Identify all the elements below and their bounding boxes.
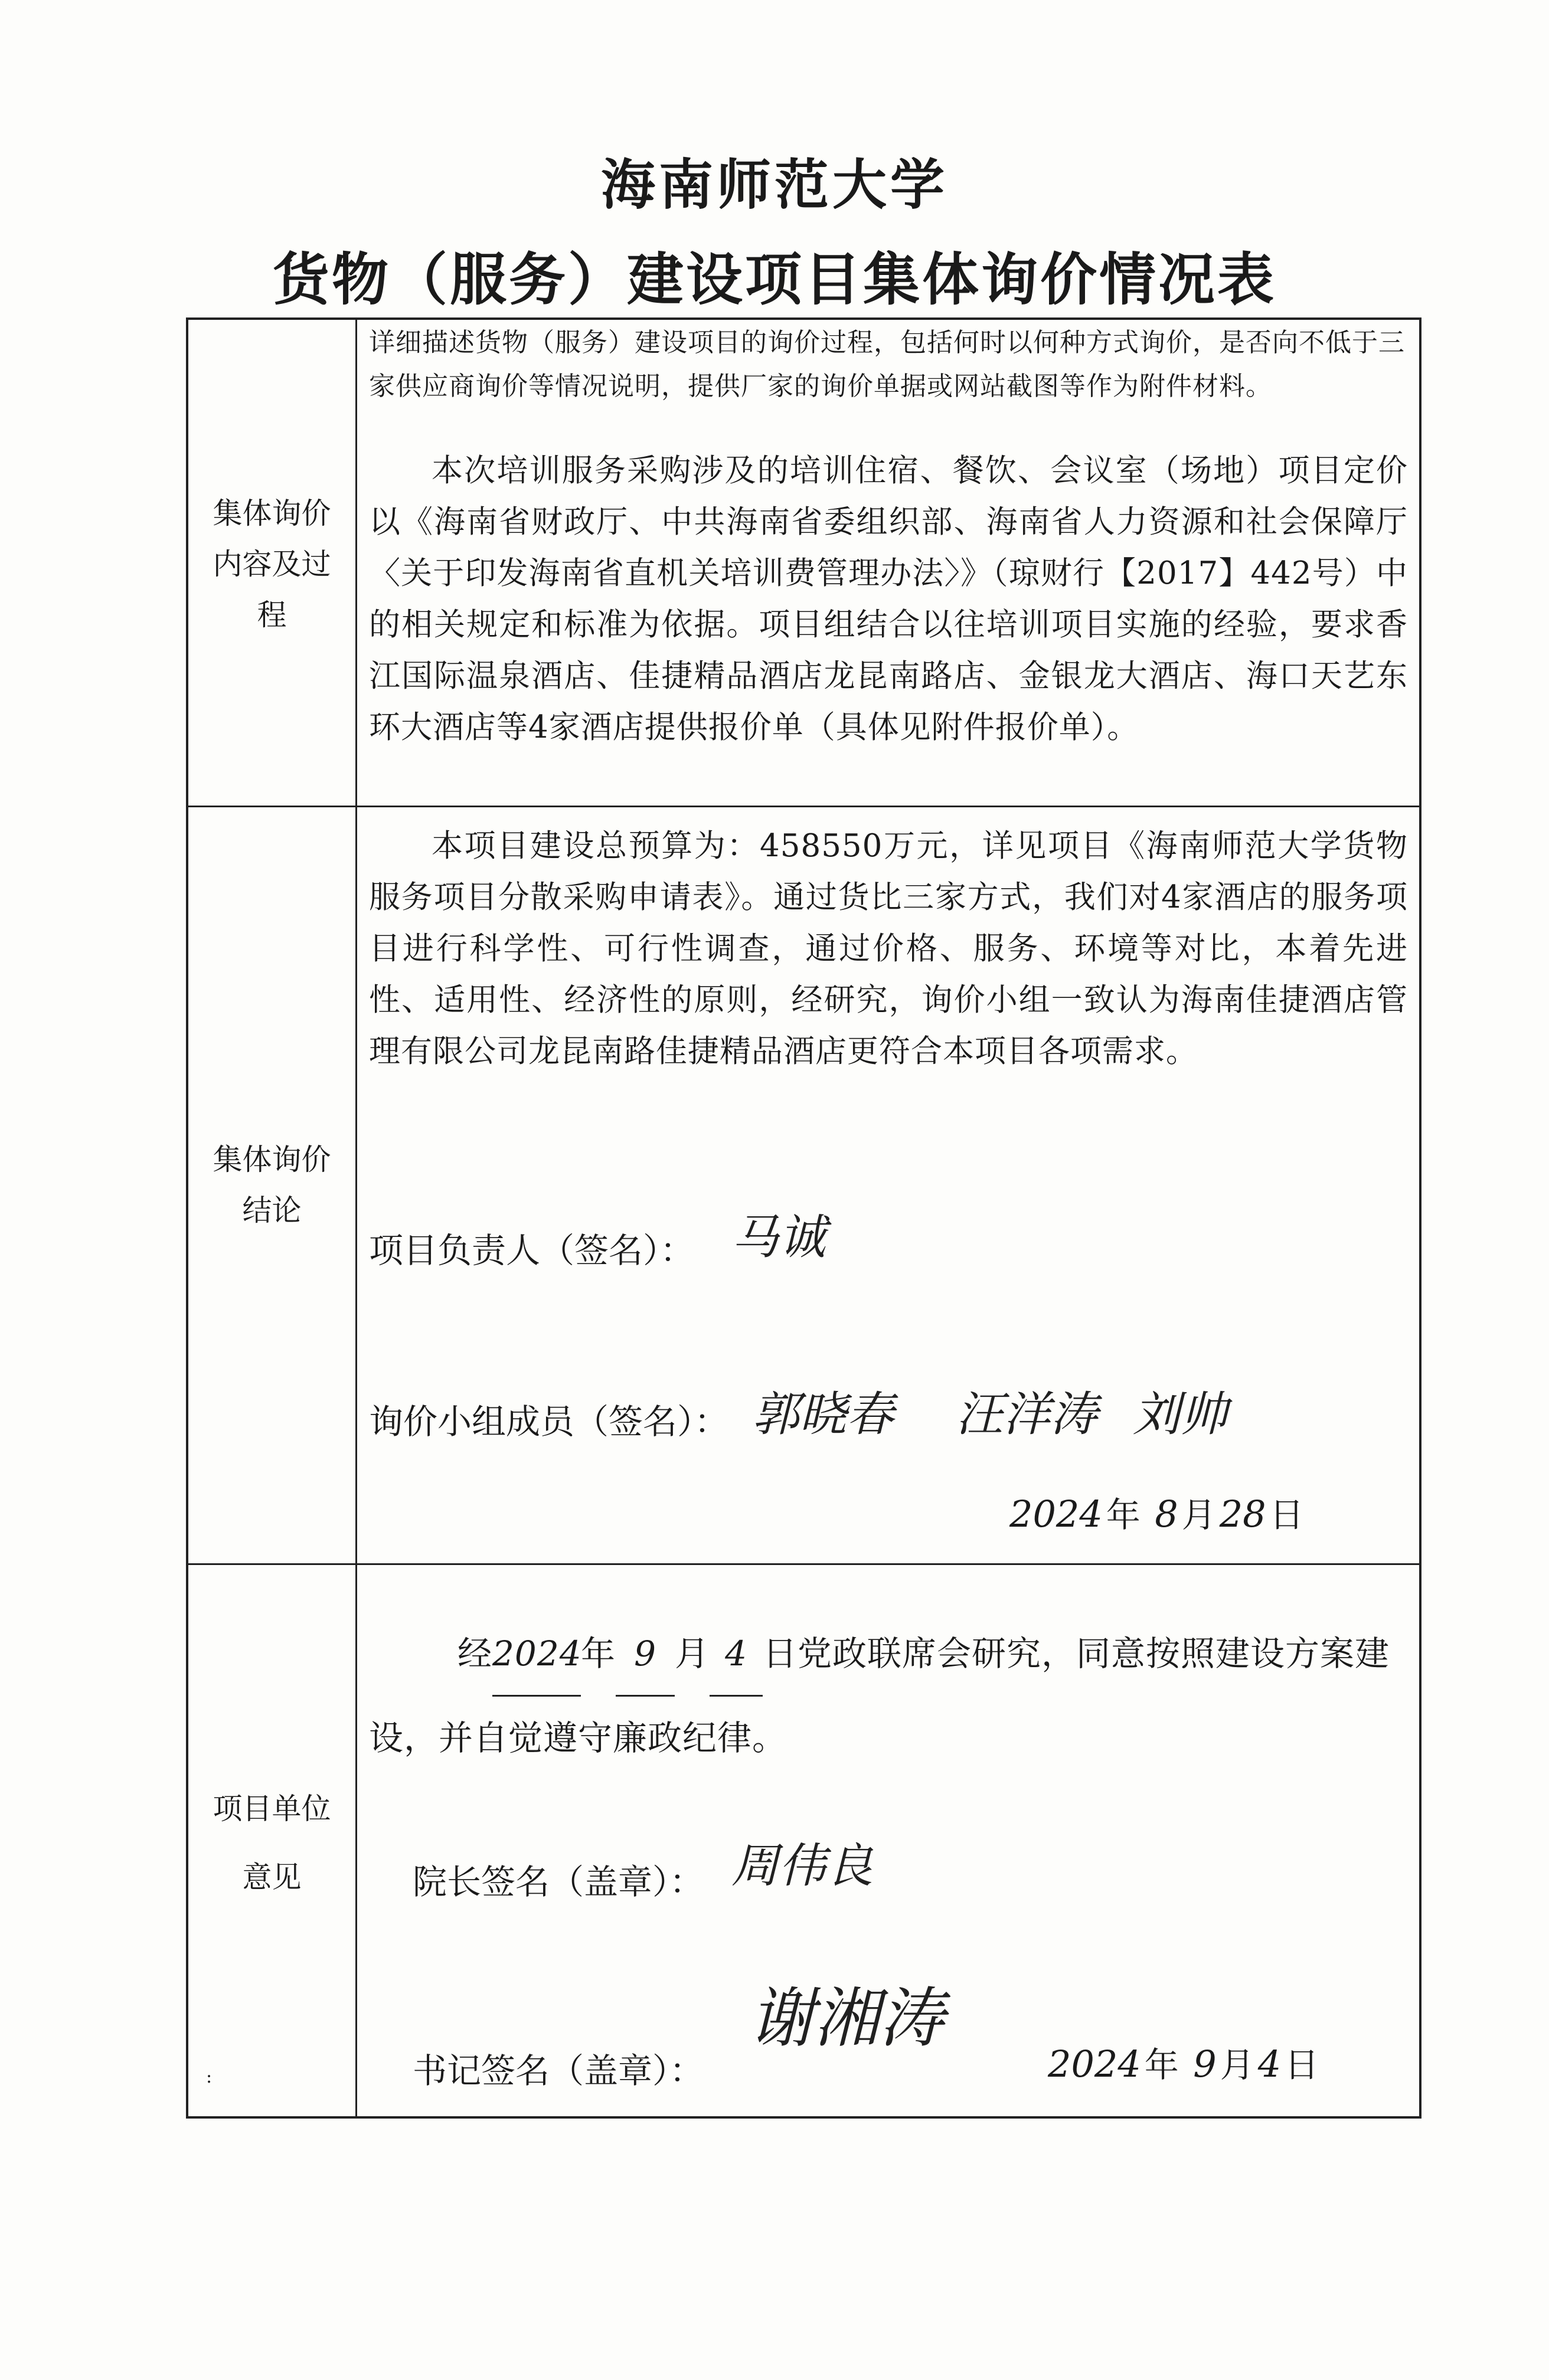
dean-signature: 周伟良 [731,1838,873,1893]
document-title: 海南师范大学 [600,153,948,217]
document-subtitle: 货物（服务）建设项目集体询价情况表 [273,247,1276,313]
row-divider-2 [188,1563,1419,1565]
member-signature-1: 郭晓春 [752,1387,894,1442]
member-signature-3: 刘帅 [1133,1387,1227,1442]
member-signature-2: 汪洋涛 [956,1387,1097,1442]
inquiry-process-label: 集体询价 内容及过 程 [213,496,331,632]
inquiry-process-content: 本次培训服务采购涉及的培训住宿、餐饮、会议室（场地）项目定价以《海南省财政厅、中共海南省委组织部、海南省人力资源和社会保障厅〈关于印发海南省直机关培训费管理办法〉》（琼财行【2017】442号）中的相关规定和标准为依据。项目组结合以往培训项目实施的经验，要求香江国际温泉酒店、佳捷精品酒店龙昆南路店、金银龙大酒店、海口天艺东环大酒店等4家酒店提供报价单（具体见附件报价单）。 [369,453,1408,745]
project-leader-label: 项目负责人（签名）： [369,1230,695,1271]
margin-mark: : [206,2067,213,2087]
dean-signature-label: 院长签名（盖章）： [413,1862,704,1902]
opinion-date: 2024 年 9 月4 日 [1048,2042,1319,2086]
unit-opinion-content: 经2024年 9 月 4 日党政联席会研究，同意按照建设方案建设，并自觉遵守廉政纪律。 [369,1612,1408,1779]
conclusion-date: 2024 年 8 月28 日 [1009,1492,1304,1536]
inquiry-conclusion-content: 本项目建设总预算为：458550万元，详见项目《海南师范大学货物服务项目分散采购申请表》。通过货比三家方式，我们对4家酒店的服务项目进行科学性、可行性调查，通过价格、服务、环境等对比，本着先进性、适用性、经济性的原则，经研究，询价小组一致认为海南佳捷酒店管理有限公司龙昆南路佳捷精品酒店更符合本项目各项需求。 [369,828,1408,1069]
inquiry-form-table [186,317,1421,2119]
secretary-signature-label: 书记签名（盖章）： [413,2051,704,2091]
row-divider-1 [188,806,1419,807]
inquiry-instruction: 详细描述货物（服务）建设项目的询价过程，包括何时以何种方式询价，是否向不低于三家供应商询价等情况说明，提供厂家的询价单据或网站截图等作为附件材料。 [369,328,1405,401]
inquiry-members-label: 询价小组成员（签名）： [369,1402,729,1442]
unit-opinion-label: 项目单位 意见 [213,1792,331,1894]
secretary-signature: 谢湘涛 [749,1980,944,2056]
project-leader-signature: 马诚 [731,1210,826,1265]
inquiry-conclusion-label: 集体询价 结论 [213,1142,331,1227]
column-divider [355,320,357,2116]
